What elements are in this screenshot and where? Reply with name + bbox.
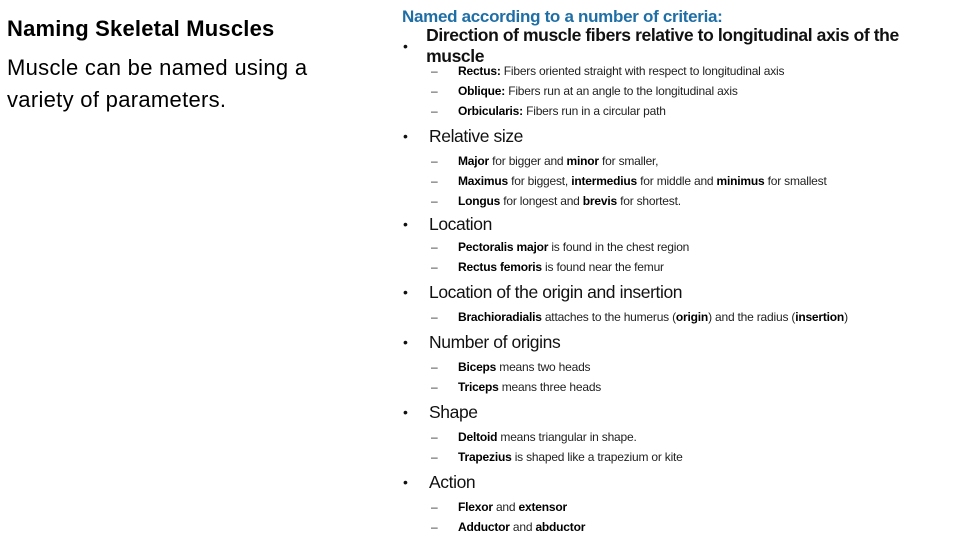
criterion-item-text (458, 377, 601, 397)
term-keyword: Pectoralis major (458, 240, 549, 254)
criterion-item-text (458, 61, 784, 81)
criterion-item (402, 257, 902, 277)
criterion-item-text (458, 427, 637, 447)
criterion-item-text (458, 191, 681, 211)
term-description: means three heads (498, 380, 602, 394)
criterion-title: Relative size (429, 125, 524, 146)
term-description: ) (844, 310, 848, 324)
dash-icon: – (431, 240, 438, 254)
term-description: is found near the femur (541, 260, 664, 274)
term-keyword: Triceps (458, 380, 499, 394)
term-keyword: Brachioradialis (458, 310, 542, 324)
term-keyword: brevis (582, 194, 617, 208)
criterion-item (402, 171, 902, 191)
term-description: for smaller, (598, 154, 659, 168)
term-keyword: Adductor (458, 520, 510, 534)
dash-icon: – (431, 64, 438, 78)
term-keyword: Oblique: (458, 84, 506, 98)
dash-icon: – (431, 104, 438, 118)
term-description: is found in the chest region (548, 240, 690, 254)
criterion-heading (402, 327, 902, 357)
term-keyword: Major (458, 154, 490, 168)
bullet-icon: • (403, 474, 408, 490)
term-description: attaches to the humerus ( (541, 310, 676, 324)
term-description: for biggest, (507, 174, 572, 188)
dash-icon: – (431, 154, 438, 168)
criterion-item-text (458, 357, 590, 377)
term-description: for smallest (764, 174, 827, 188)
criterion-item (402, 307, 902, 327)
dash-icon: – (431, 450, 438, 464)
criterion-item-text (458, 237, 689, 257)
criterion-item (402, 447, 902, 467)
term-description: ) and the radius ( (708, 310, 796, 324)
dash-icon: – (431, 260, 438, 274)
term-keyword: abductor (535, 520, 586, 534)
criterion-block (402, 211, 902, 277)
criterion-item-text (458, 151, 658, 171)
term-keyword: Deltoid (458, 430, 498, 444)
bullet-icon: • (403, 128, 408, 144)
criterion-title: Location of the origin and insertion (429, 281, 683, 302)
term-keyword: Trapezius (458, 450, 512, 464)
dash-icon: – (431, 500, 438, 514)
bullet-icon: • (403, 216, 408, 232)
term-keyword: Rectus: (458, 64, 501, 78)
term-keyword: Rectus femoris (458, 260, 542, 274)
term-keyword: minor (566, 154, 599, 168)
criterion-item (402, 497, 902, 517)
criteria-list (402, 25, 902, 537)
criterion-item-text (458, 517, 585, 537)
slide-subtitle: Muscle can be named using a variety of parameters. (7, 55, 308, 112)
criterion-title: Shape (429, 401, 478, 422)
term-description: and (509, 520, 536, 534)
dash-icon: – (431, 520, 438, 534)
term-keyword: Biceps (458, 360, 497, 374)
criterion-item (402, 377, 902, 397)
criterion-block (402, 277, 902, 327)
criterion-heading (402, 277, 902, 307)
dash-icon: – (431, 380, 438, 394)
criterion-block (402, 397, 902, 467)
criterion-title: Direction of muscle fibers relative to longitudinal axis of the muscle (426, 25, 899, 66)
term-description: for longest and (500, 194, 583, 208)
term-keyword: extensor (518, 500, 567, 514)
criterion-item-text (458, 257, 664, 277)
bullet-icon: • (403, 404, 408, 420)
criterion-item (402, 357, 902, 377)
criterion-item (402, 151, 902, 171)
criterion-heading (402, 397, 902, 427)
bullet-icon: • (403, 38, 408, 54)
term-description: is shaped like a trapezium or kite (511, 450, 683, 464)
criterion-item-text (458, 447, 683, 467)
term-description: for middle and (637, 174, 717, 188)
criterion-heading (402, 121, 902, 151)
criterion-item (402, 81, 902, 101)
criterion-heading (402, 467, 902, 497)
criterion-item-text (458, 497, 567, 517)
term-description: for shortest. (616, 194, 681, 208)
criterion-item (402, 237, 902, 257)
term-keyword: Orbicularis: (458, 104, 523, 118)
term-description: Fibers run at an angle to the longitudinal axis (505, 84, 738, 98)
term-description: Fibers oriented straight with respect to longitudinal axis (500, 64, 785, 78)
term-description: means two heads (496, 360, 591, 374)
term-description: means triangular in shape. (497, 430, 637, 444)
criterion-heading (402, 211, 902, 237)
term-description: and (492, 500, 519, 514)
criterion-item-text (458, 171, 827, 191)
dash-icon: – (431, 310, 438, 324)
dash-icon: – (431, 174, 438, 188)
criterion-title: Action (429, 471, 476, 492)
criterion-item (402, 517, 902, 537)
dash-icon: – (431, 84, 438, 98)
term-keyword: minimus (716, 174, 765, 188)
term-keyword: origin (675, 310, 709, 324)
term-keyword: insertion (795, 310, 845, 324)
criterion-item (402, 101, 902, 121)
term-keyword: intermedius (571, 174, 638, 188)
criterion-item-text (458, 81, 738, 101)
criteria-panel (402, 5, 902, 537)
criterion-block (402, 467, 902, 537)
slide-title: Naming Skeletal Muscles (7, 16, 275, 41)
criterion-item (402, 427, 902, 447)
criterion-item (402, 191, 902, 211)
dash-icon: – (431, 430, 438, 444)
criterion-title: Number of origins (429, 331, 561, 352)
dash-icon: – (431, 194, 438, 208)
criterion-heading (402, 25, 902, 66)
bullet-icon: • (403, 334, 408, 350)
criterion-block (402, 25, 902, 121)
bullet-icon: • (403, 284, 408, 300)
term-keyword: Flexor (458, 500, 493, 514)
dash-icon: – (431, 360, 438, 374)
criterion-block (402, 327, 902, 397)
criterion-block (402, 121, 902, 211)
criterion-item-text (458, 307, 848, 327)
term-keyword: Longus (458, 194, 501, 208)
criteria-heading: Named according to a number of criteria: (402, 7, 723, 26)
term-description: for bigger and (489, 154, 567, 168)
term-description: Fibers run in a circular path (522, 104, 666, 118)
criterion-title: Location (429, 213, 492, 234)
criterion-item-text (458, 101, 666, 121)
term-keyword: Maximus (458, 174, 508, 188)
